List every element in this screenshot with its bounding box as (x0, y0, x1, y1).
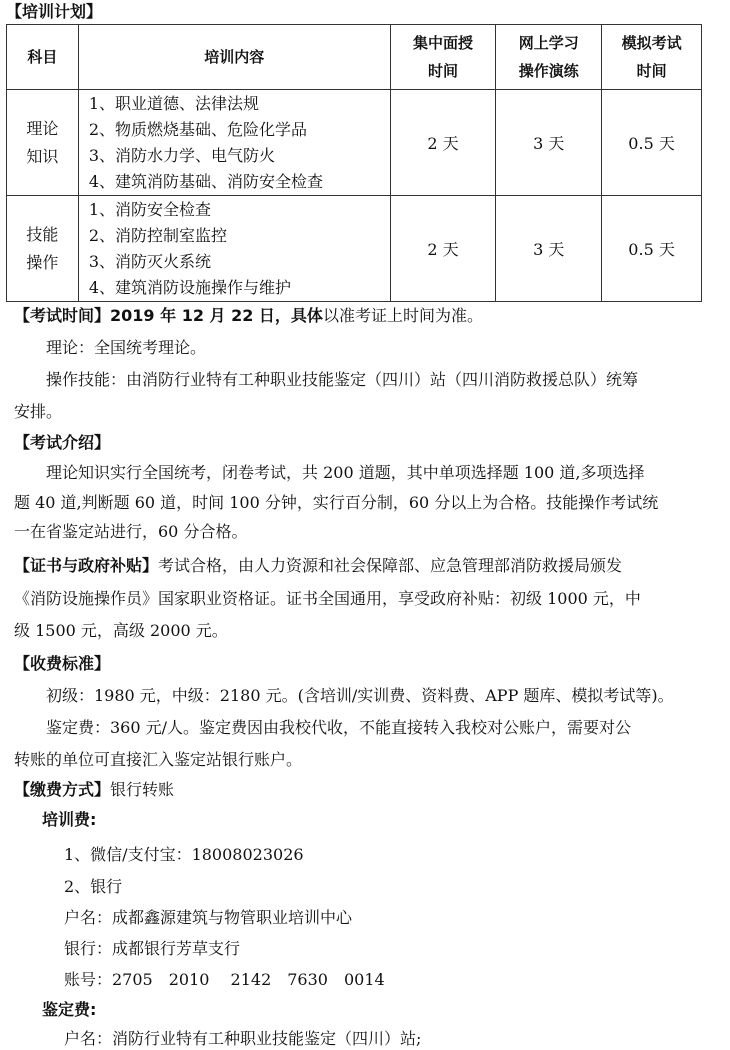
fees-line3: 转账的单位可直接汇入鉴定站银行账户。 (14, 750, 303, 769)
subject-line2: 知识 (26, 146, 59, 166)
appraisal-fee-label: 鉴定费: (42, 1000, 97, 1019)
content-item: 4、建筑消防基础、消防安全检查 (88, 171, 324, 191)
subject-line1: 理论 (26, 118, 59, 138)
row-concentrated: 2 天 (390, 196, 496, 302)
header-mock-line1: 模拟考试 (621, 34, 682, 52)
header-subject: 科目 (7, 25, 79, 90)
row-content (78, 90, 390, 196)
exam-date: 2019 年 12 月 22 日，具体 (110, 306, 323, 325)
certificate-heading: 【证书与政府补贴】 (14, 556, 159, 575)
certificate-line1-row (14, 556, 712, 576)
header-content: 培训内容 (78, 25, 390, 90)
row-mock: 0.5 天 (602, 90, 702, 196)
row-concentrated: 2 天 (390, 90, 496, 196)
certificate-line1: 考试合格，由人力资源和社会保障部、应急管理部消防救援局颁发 (158, 556, 623, 575)
fees-line2: 鉴定费：360 元/人。鉴定费因由我校代收，不能直接转入我校对公账户，需要对公 (46, 718, 632, 737)
certificate-line2: 《消防设施操作员》国家职业资格证。证书全国通用，享受政府补贴：初级 1000 元，中 (14, 589, 641, 608)
bank-name: 银行：成都银行芳草支行 (64, 939, 241, 958)
content-item: 2、消防控制室监控 (88, 225, 228, 245)
subject-line2: 操作 (26, 252, 59, 272)
content-item: 4、建筑消防设施操作与维护 (88, 277, 292, 297)
exam-time-line (14, 306, 712, 326)
fees-heading: 【收费标准】 (14, 654, 111, 673)
content-item: 3、消防水力学、电气防火 (88, 145, 276, 165)
exam-intro-heading: 【考试介绍】 (14, 433, 111, 452)
row-subject (7, 196, 79, 302)
exam-intro-line2: 题 40 道,判断题 60 道，时间 100 分钟，实行百分制，60 分以上为合格。技能操作考试统 (14, 493, 659, 512)
header-mock-line2: 时间 (636, 62, 667, 80)
header-online-line1: 网上学习 (518, 34, 579, 52)
exam-theory: 理论：全国统考理论。 (46, 338, 207, 357)
payment-heading: 【缴费方式】 (14, 780, 111, 799)
table-header-row (7, 25, 702, 90)
row-subject (7, 90, 79, 196)
account-name: 户名：成都鑫源建筑与物管职业培训中心 (64, 908, 353, 927)
appraisal-account-name: 户名：消防行业特有工种职业技能鉴定（四川）站; (64, 1029, 422, 1048)
exam-skill-line1: 操作技能：由消防行业特有工种职业技能鉴定（四川）站（四川消防救援总队）统筹 (46, 370, 639, 389)
certificate-line3: 级 1500 元，高级 2000 元。 (14, 621, 228, 640)
payment-line (14, 780, 712, 800)
content-item: 1、职业道德、法律法规 (88, 93, 260, 113)
exam-time-heading: 【考试时间】 (14, 306, 111, 325)
subject-line1: 技能 (26, 224, 59, 244)
training-plan-table (6, 24, 702, 302)
row-content (78, 196, 390, 302)
account-number: 账号：2705 2010 2142 7630 0014 (64, 970, 385, 989)
table-row (7, 196, 702, 302)
exam-skill-line2: 安排。 (14, 402, 63, 421)
header-concentrated (390, 25, 496, 90)
content-item: 2、物质燃烧基础、危险化学品 (88, 119, 308, 139)
wechat-alipay: 1、微信/支付宝：18008023026 (64, 845, 304, 864)
header-online-line2: 操作演练 (518, 62, 579, 80)
fees-line1: 初级：1980 元，中级：2180 元。(含培训/实训费、资料费、APP 题库、模拟考试等)。 (46, 686, 674, 705)
content-item: 3、消防灭火系统 (88, 251, 212, 271)
content-item: 1、消防安全检查 (88, 199, 212, 219)
row-online: 3 天 (496, 196, 602, 302)
header-mock (602, 25, 702, 90)
exam-date-note: 以准考证上时间为准。 (322, 306, 483, 325)
bank-option: 2、银行 (64, 877, 123, 896)
header-concentrated-line2: 时间 (428, 62, 459, 80)
row-mock: 0.5 天 (602, 196, 702, 302)
payment-method: 银行转账 (110, 780, 175, 799)
header-online (496, 25, 602, 90)
exam-intro-line3: 一在省鉴定站进行，60 分合格。 (14, 522, 248, 541)
training-plan-heading: 【培训计划】 (6, 2, 103, 21)
header-concentrated-line1: 集中面授 (413, 34, 474, 52)
training-fee-label: 培训费: (42, 810, 97, 829)
row-online: 3 天 (496, 90, 602, 196)
exam-intro-line1: 理论知识实行全国统考，闭卷考试，共 200 道题，其中单项选择题 100 道,多项选择 (46, 463, 645, 482)
table-row (7, 90, 702, 196)
